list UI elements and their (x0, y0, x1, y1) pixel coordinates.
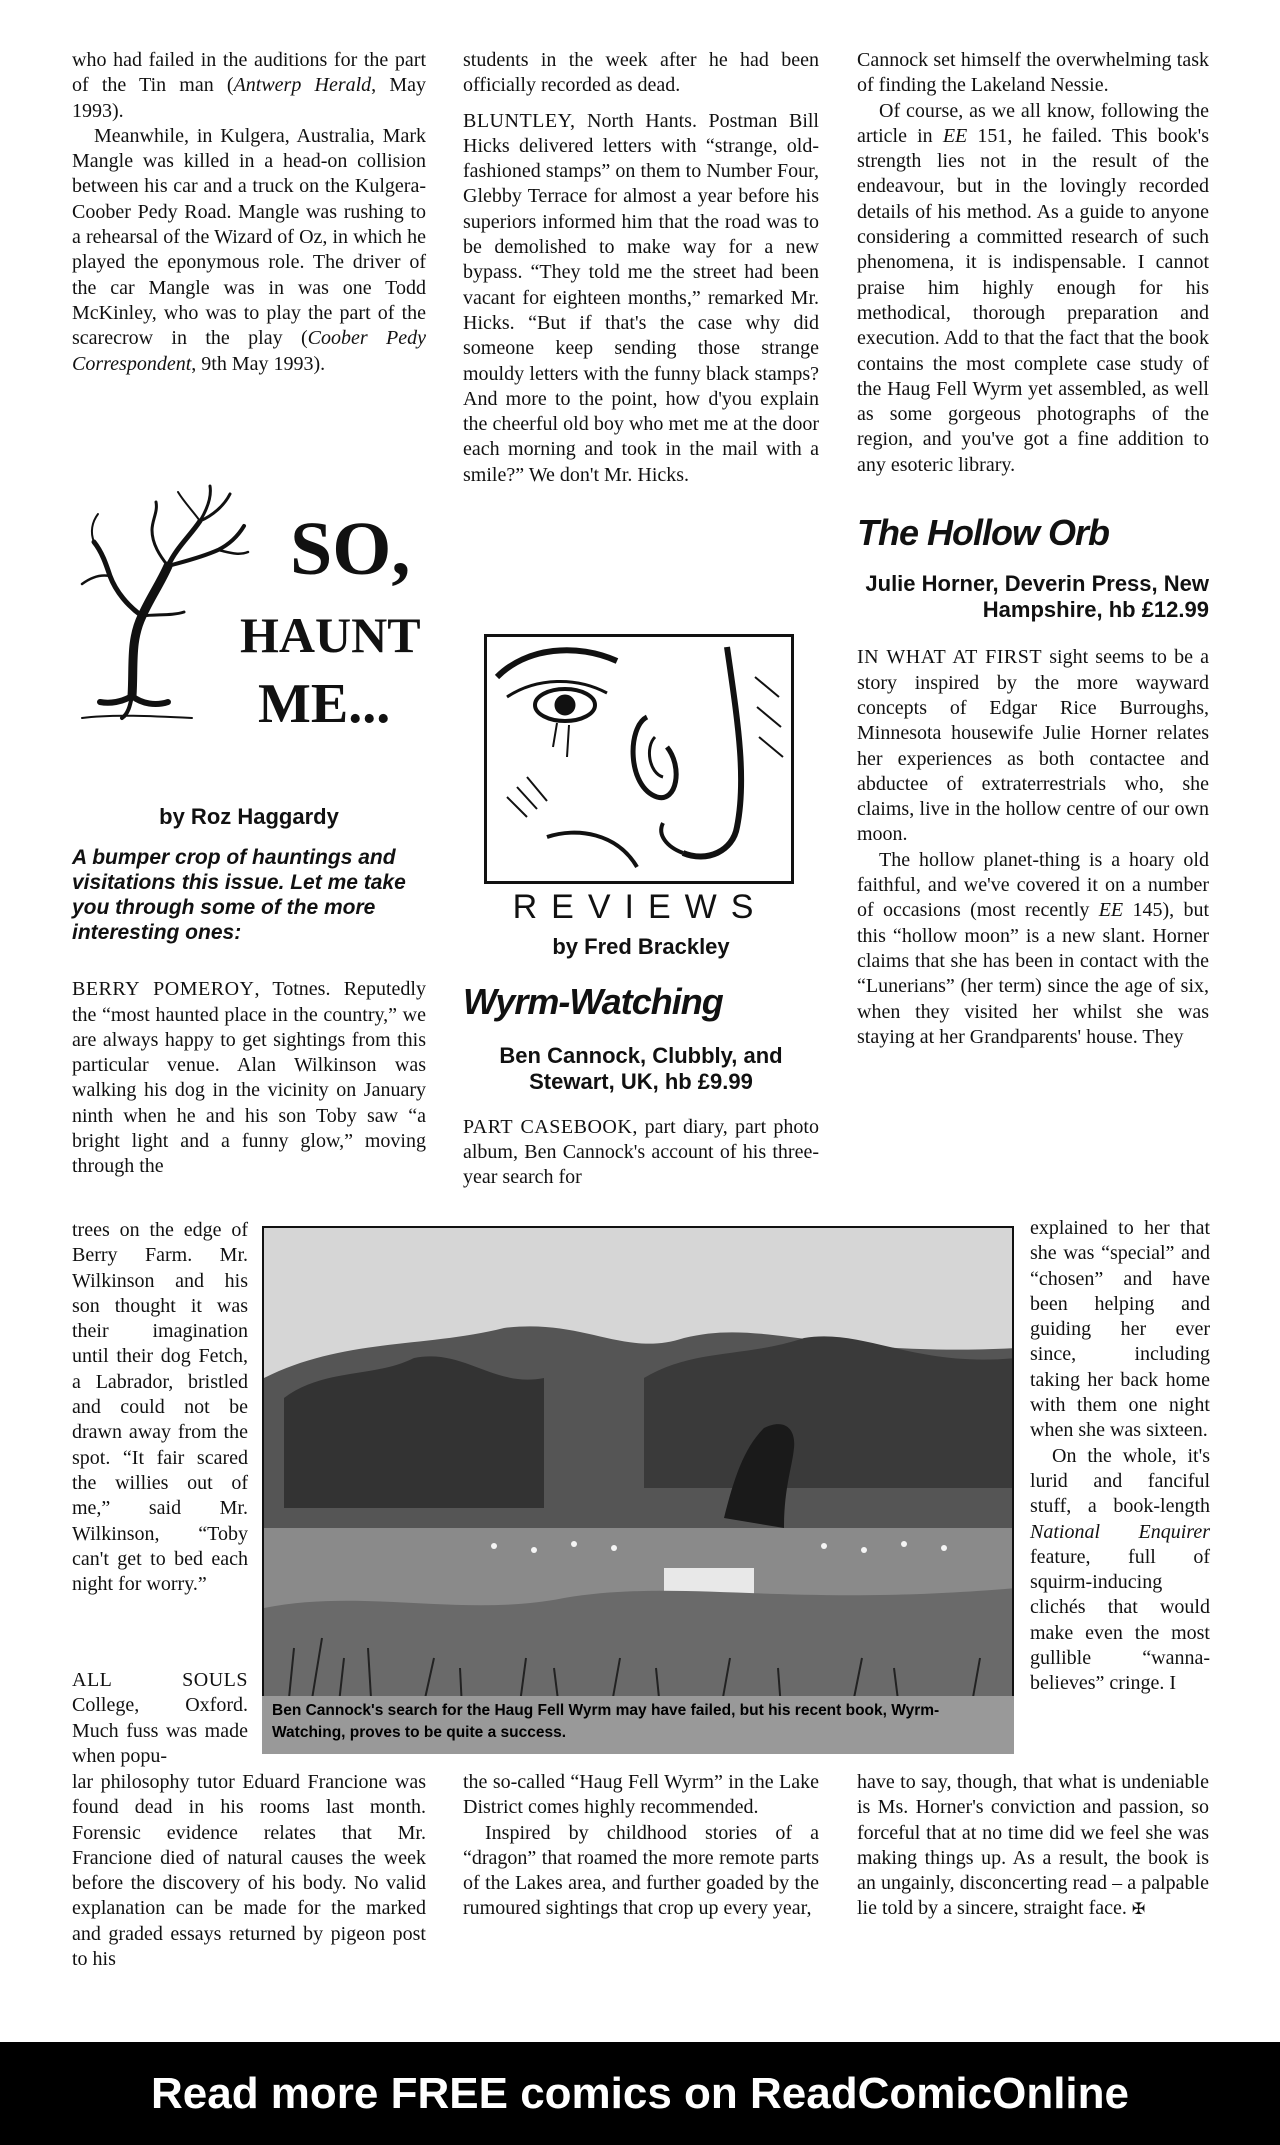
column-3 (857, 48, 1209, 1050)
footer-banner[interactable]: Read more FREE comics on ReadComicOnline (0, 2042, 1280, 2145)
reviews-face-illustration (484, 634, 794, 884)
paragraph-berry-wrap: trees on the edge of Berry Farm. Mr. Wilkinson and his son thought it was their imagination until their dog Fetch, a Labrador, bristled and could not be drawn away from the spot. “It fair scared the willies out of me,” said Mr. Wilkinson, “Toby can't get to bed each night for worry.” (72, 1219, 248, 1596)
wyrm-photo (262, 1226, 1014, 1754)
title-me: ME... (258, 673, 391, 735)
photo-caption: Ben Cannock's search for the Haug Fell Wyrm may have failed, but his recent book, Wyrm-Watching, proves to be quite a success. (262, 1696, 1014, 1754)
paragraph: who had failed in the auditions for the part of the Tin man (Antwerp Herald, May 1993). (72, 49, 426, 122)
dead-tree-illustration (72, 466, 426, 784)
review-1-cont (463, 1770, 819, 1922)
reviews-heading: REVIEWS (512, 888, 768, 926)
end-mark-icon: ✠ (1131, 1901, 1146, 1919)
byline-roz: by Roz Haggardy (159, 804, 339, 829)
haunt-intro-block (72, 804, 426, 1180)
title-haunt: HAUNT (240, 607, 421, 663)
paragraph: the so-called “Haug Fell Wyrm” in the Lake District comes highly recommended. (463, 1771, 819, 1819)
paragraph-wrap-right (1030, 1216, 1210, 1697)
face-icon (487, 637, 791, 881)
review-2-title: The Hollow Orb (857, 512, 1109, 554)
title-so: SO, (290, 507, 411, 591)
paragraph: Meanwhile, in Kulgera, Australia, Mark Mangle was killed in a head-on collision between his car and a truck on the Kulgera-Coober Pedy Road. Mangle was rushing to a rehearsal of the Wizard of Oz, in which he played the eponymous role. The driver of the car Mangle was in was one Todd McKinley, who was to play the part of the scarecrow in the play (Coober Pedy Correspondent, 9th May 1993). (72, 124, 426, 375)
intro-text: A bumper crop of hauntings and visitations this issue. Let me take you through some of the more interesting ones: (72, 846, 406, 945)
paragraph-berry: BERRY POMEROY, Totnes. Reputedly the “most haunted place in the country,” we are always happy to get sightings from this particular venue. Alan Wilkinson was walking his dog in the vicinity on January ninth when he and his son Toby saw “a bright light and a funny glow,” moving through the (72, 978, 426, 1178)
review-2-end (857, 1770, 1209, 1923)
paragraph: students in the week after he had been officially recorded as dead. (463, 49, 819, 97)
byline-fred: by Fred Brackley (552, 934, 730, 959)
paragraph: Inspired by childhood stories of a “dragon” that roamed the more remote parts of the Lakes area, and further goaded by the rumoured sightings that crop up every year, (463, 1821, 819, 1920)
paragraph: On the whole, it's lurid and fanciful stuff, a book-length National Enquirer feature, full of squirm-inducing clichés that would make even the most gullible “wanna-believes” cringe. I (1030, 1444, 1210, 1695)
review-1-meta: Ben Cannock, Clubbly, and Stewart, UK, hb £9.99 (499, 1042, 783, 1094)
column-1 (72, 48, 426, 377)
lakeland-landscape-image (264, 1228, 1014, 1754)
paragraph-bluntley: BLUNTLEY, North Hants. Postman Bill Hicks delivered letters with “strange, old-fashioned stamps” on them to Number Four, Glebby Terrace for almost a year before his superiors informed him that the road was to be demolished to make way for a new bypass. “They told me the street had been vacant for eighteen months,” remarked Mr. Hicks. “But if that's the case why did someone keep sending those strange mouldy letters with the funny black stamps? And more to the point, how d'you explain the cheerful old boy who met me at the door each morning and took in the mail with a smile?” We don't Mr. Hicks. (463, 109, 819, 486)
paragraph: explained to her that she was “special” and “chosen” and have been helping and guiding her ever since, including taking her back home with them one night when she was sixteen. (1030, 1217, 1210, 1442)
review-2-meta: Julie Horner, Deverin Press, New Hampshire, hb £12.99 (865, 571, 1209, 623)
paragraph: Cannock set himself the overwhelming task of finding the Lakeland Nessie. (857, 49, 1209, 97)
review-1-block (463, 934, 819, 1190)
paragraph-souls-rest: lar philosophy tutor Eduard Francione was found dead in his rooms last month. Forensic evidence relates that Mr. Francione died of natural causes the week before the discovery of his body. No valid explanation can be made for the marked and graded essays returned by pigeon post to his (72, 1771, 426, 1971)
paragraph: Of course, as we all know, following the article in EE 151, he failed. This book's strength lies not in the result of the endeavour, but in the lovingly recorded details of his method. As a guide to anyone considering a committed research of such phenomena, it is indispensable. I cannot praise him highly enough for his methodical, thorough preparation and execution. Add to that the fact that the book contains the most complete case study of the Haug Fell Wyrm yet assembled, as well as some gorgeous photographs of the region, and you've got a fine addition to any esoteric library. (857, 99, 1209, 476)
review-1-title: Wyrm-Watching (463, 981, 723, 1023)
paragraph: The hollow planet-thing is a hoary old faithful, and we've covered it on a number of occasions (most recently EE 145), but this “hollow moon” is a new slant. Horner claims that she has been in contact with the “Lunerians” (her term) since the age of six, when they visited her whilst she was staying at her Grandparents' house. They (857, 848, 1209, 1048)
paragraph-review-2: IN WHAT AT FIRST sight seems to be a story inspired by the more wayward concepts of Edgar Rice Burroughs, Minnesota housewife Julie Horner relates her experiences as both contactee and abductee of extraterrestrials who, she claims, live in the hollow centre of our own moon. (857, 646, 1209, 846)
paragraph-review-1: PART CASEBOOK, part diary, part photo album, Ben Cannock's account of his three-year search for (463, 1115, 819, 1189)
paragraph-souls-wrap: ALL SOULS College, Oxford. Much fuss was made when popu- (72, 1669, 248, 1767)
paragraph: have to say, though, that what is undeniable is Ms. Horner's conviction and passion, so forceful that at no time did we feel she was making things up. As a result, the book is an ungainly, disconcerting read – a palpable lie told by a sincere, straight face. ✠ (857, 1771, 1209, 1920)
so-haunt-me-header (72, 466, 426, 784)
column-2 (463, 48, 819, 488)
